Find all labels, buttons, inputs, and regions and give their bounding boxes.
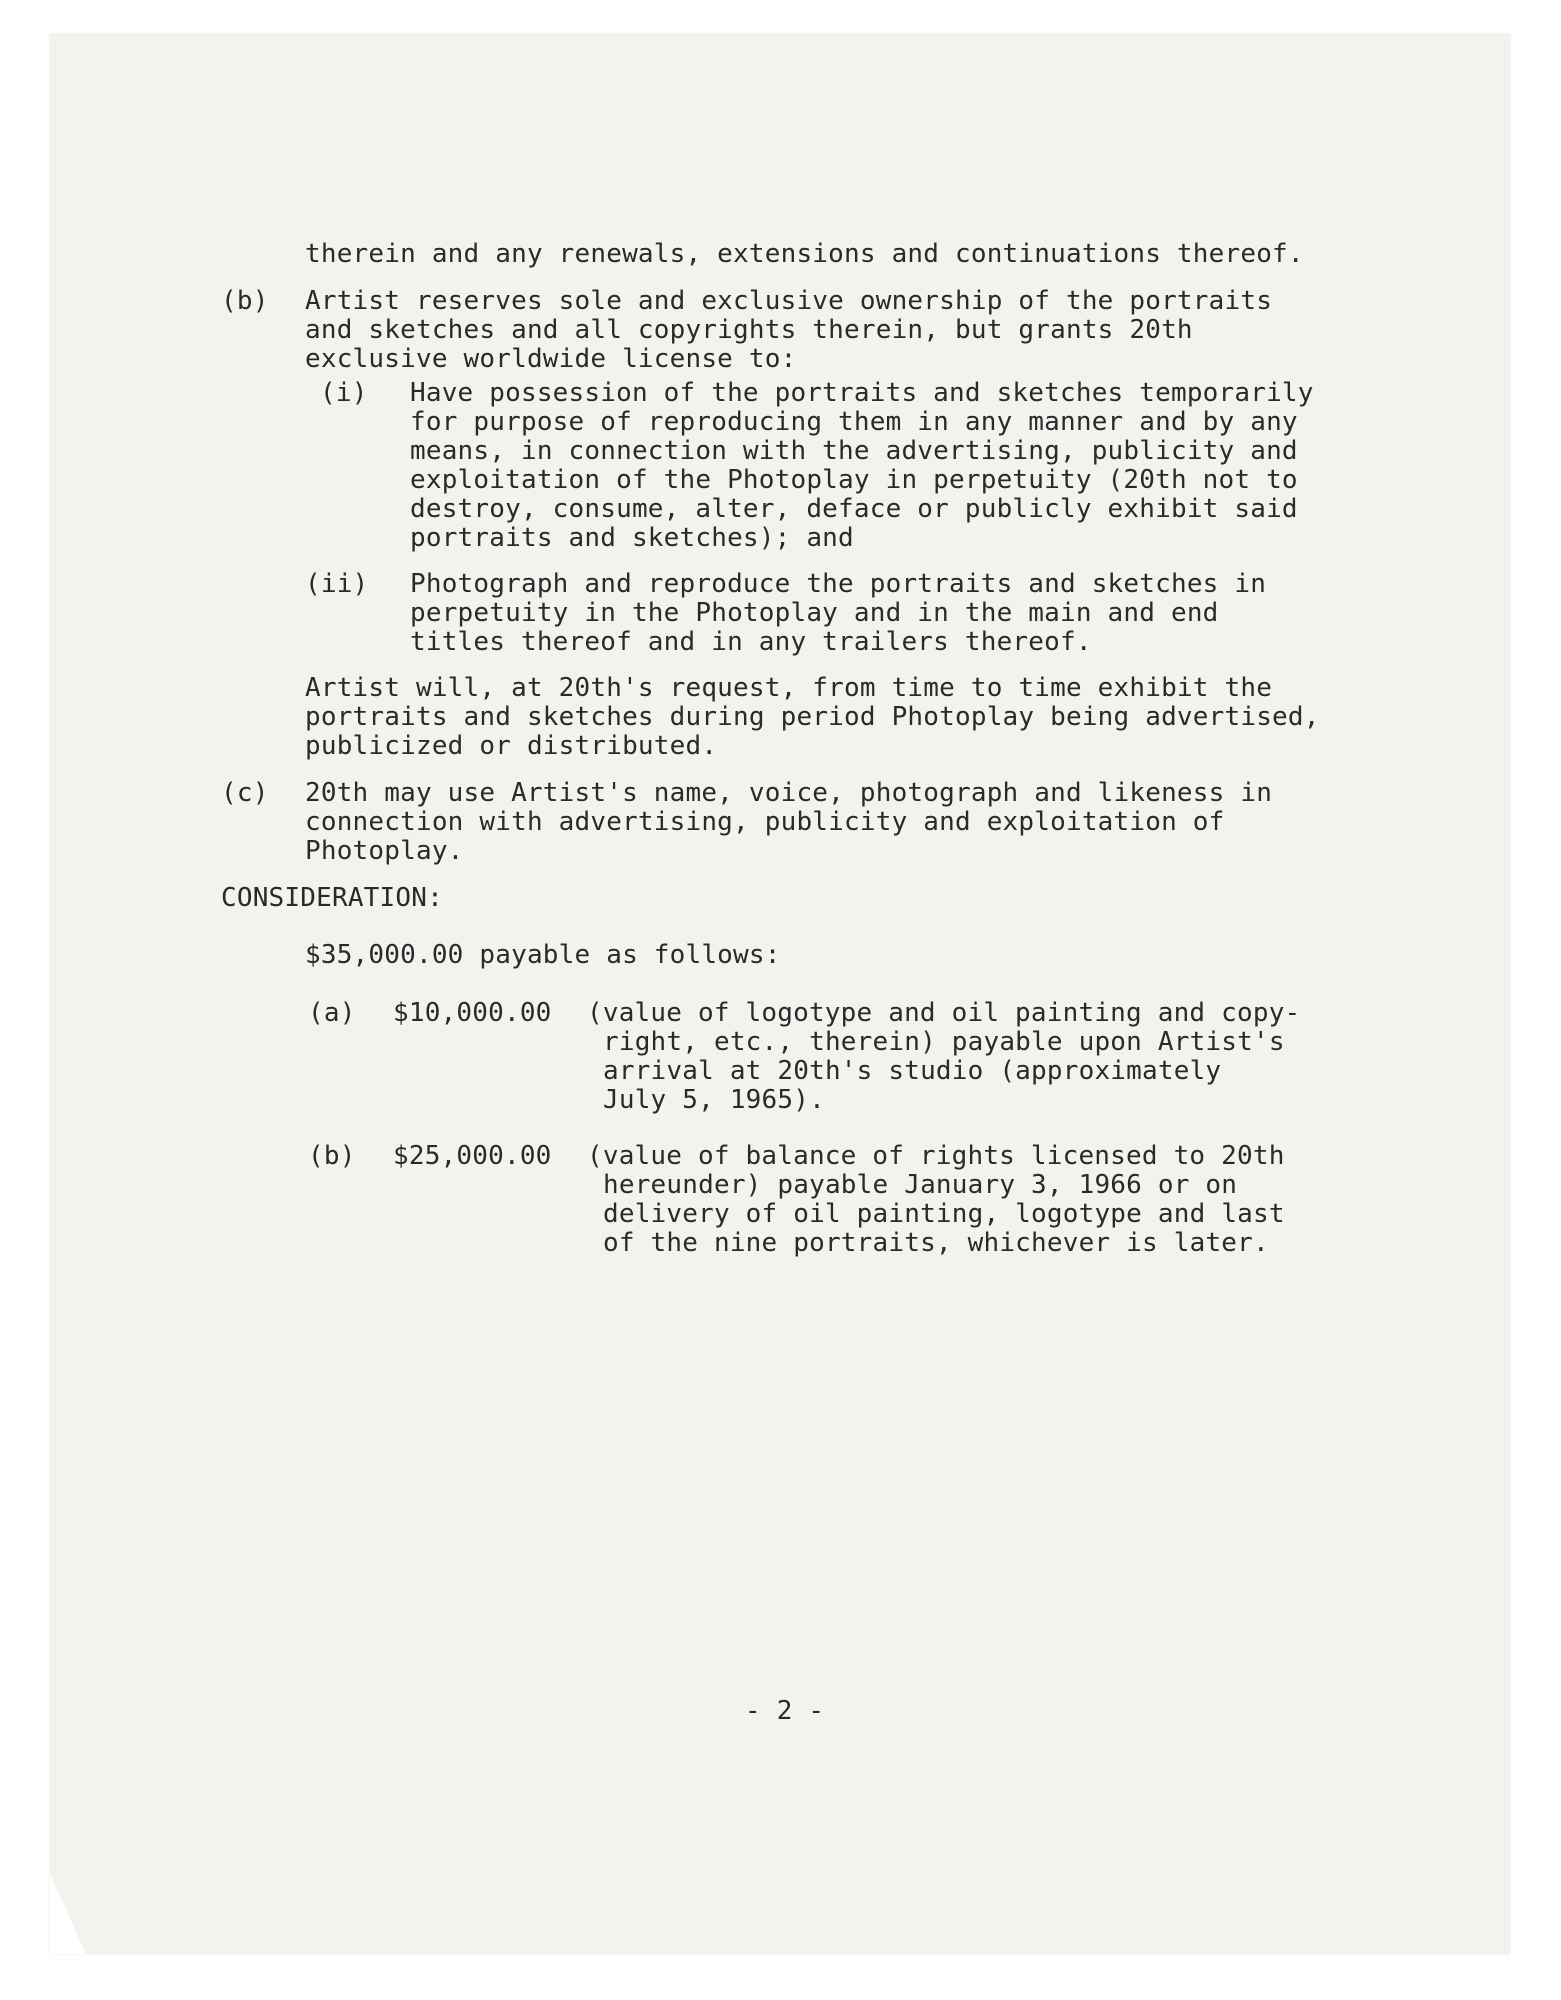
section-c-line: connection with advertising, publicity and exploitation of <box>305 807 1225 837</box>
section-b-line: Artist reserves sole and exclusive ownership of the portraits <box>305 286 1273 316</box>
section-c-line: 20th may use Artist's name, voice, photograph and likeness in <box>305 778 1273 808</box>
sub-item-i-line: destroy, consume, alter, deface or publicly exhibit said <box>410 494 1298 524</box>
sub-item-ii-line: perpetuity in the Photoplay and in the main and end <box>410 598 1219 628</box>
section-b-line: exclusive worldwide license to: <box>305 344 797 374</box>
exhibit-line: Artist will, at 20th's request, from time to time exhibit the <box>305 673 1273 703</box>
sub-item-ii-line: Photograph and reproduce the portraits and sketches in <box>410 569 1267 599</box>
consideration-heading: CONSIDERATION: <box>221 883 443 913</box>
payment-b-amount: $25,000.00 <box>393 1141 552 1171</box>
exhibit-line: publicized or distributed. <box>305 731 718 761</box>
payment-b-line: hereunder) payable January 3, 1966 or on <box>603 1170 1238 1200</box>
payment-b-line: delivery of oil painting, logotype and last <box>603 1199 1285 1229</box>
consideration-total: $35,000.00 payable as follows: <box>305 940 781 970</box>
sub-item-i-line: Have possession of the portraits and sketches temporarily <box>410 378 1314 408</box>
payment-a-marker: (a) <box>308 998 356 1028</box>
sub-item-i-line: for purpose of reproducing them in any manner and by any <box>410 407 1298 437</box>
folded-corner <box>50 1874 86 1954</box>
section-c-marker: (c) <box>221 778 269 808</box>
section-b-marker: (b) <box>221 286 269 316</box>
payment-a-line: July 5, 1965). <box>603 1085 825 1115</box>
sub-item-i-line: exploitation of the Photoplay in perpetuity (20th not to <box>410 465 1298 495</box>
section-b-line: and sketches and all copyrights therein, but grants 20th <box>305 315 1193 345</box>
payment-a-amount: $10,000.00 <box>393 998 552 1028</box>
exhibit-line: portraits and sketches during period Photoplay being advertised, <box>305 702 1320 732</box>
page-number: - 2 - <box>745 1696 825 1726</box>
payment-a-line: (value of logotype and oil painting and copy- <box>587 998 1301 1028</box>
sub-item-i-line: portraits and sketches); and <box>410 523 854 553</box>
document-page <box>50 34 1510 1954</box>
sub-item-ii-marker: (ii) <box>305 569 369 599</box>
payment-b-line: of the nine portraits, whichever is later. <box>603 1228 1269 1258</box>
payment-a-line: arrival at 20th's studio (approximately <box>603 1056 1222 1086</box>
payment-b-line: (value of balance of rights licensed to 20th <box>587 1141 1285 1171</box>
sub-item-ii-line: titles thereof and in any trailers thereof. <box>410 627 1092 657</box>
section-c-line: Photoplay. <box>305 836 464 866</box>
payment-b-marker: (b) <box>308 1141 356 1171</box>
sub-item-i-marker: (i) <box>320 378 368 408</box>
sub-item-i-line: means, in connection with the advertising, publicity and <box>410 436 1298 466</box>
continuation-line: therein and any renewals, extensions and continuations thereof. <box>305 239 1304 269</box>
payment-a-line: right, etc., therein) payable upon Artist's <box>603 1027 1285 1057</box>
